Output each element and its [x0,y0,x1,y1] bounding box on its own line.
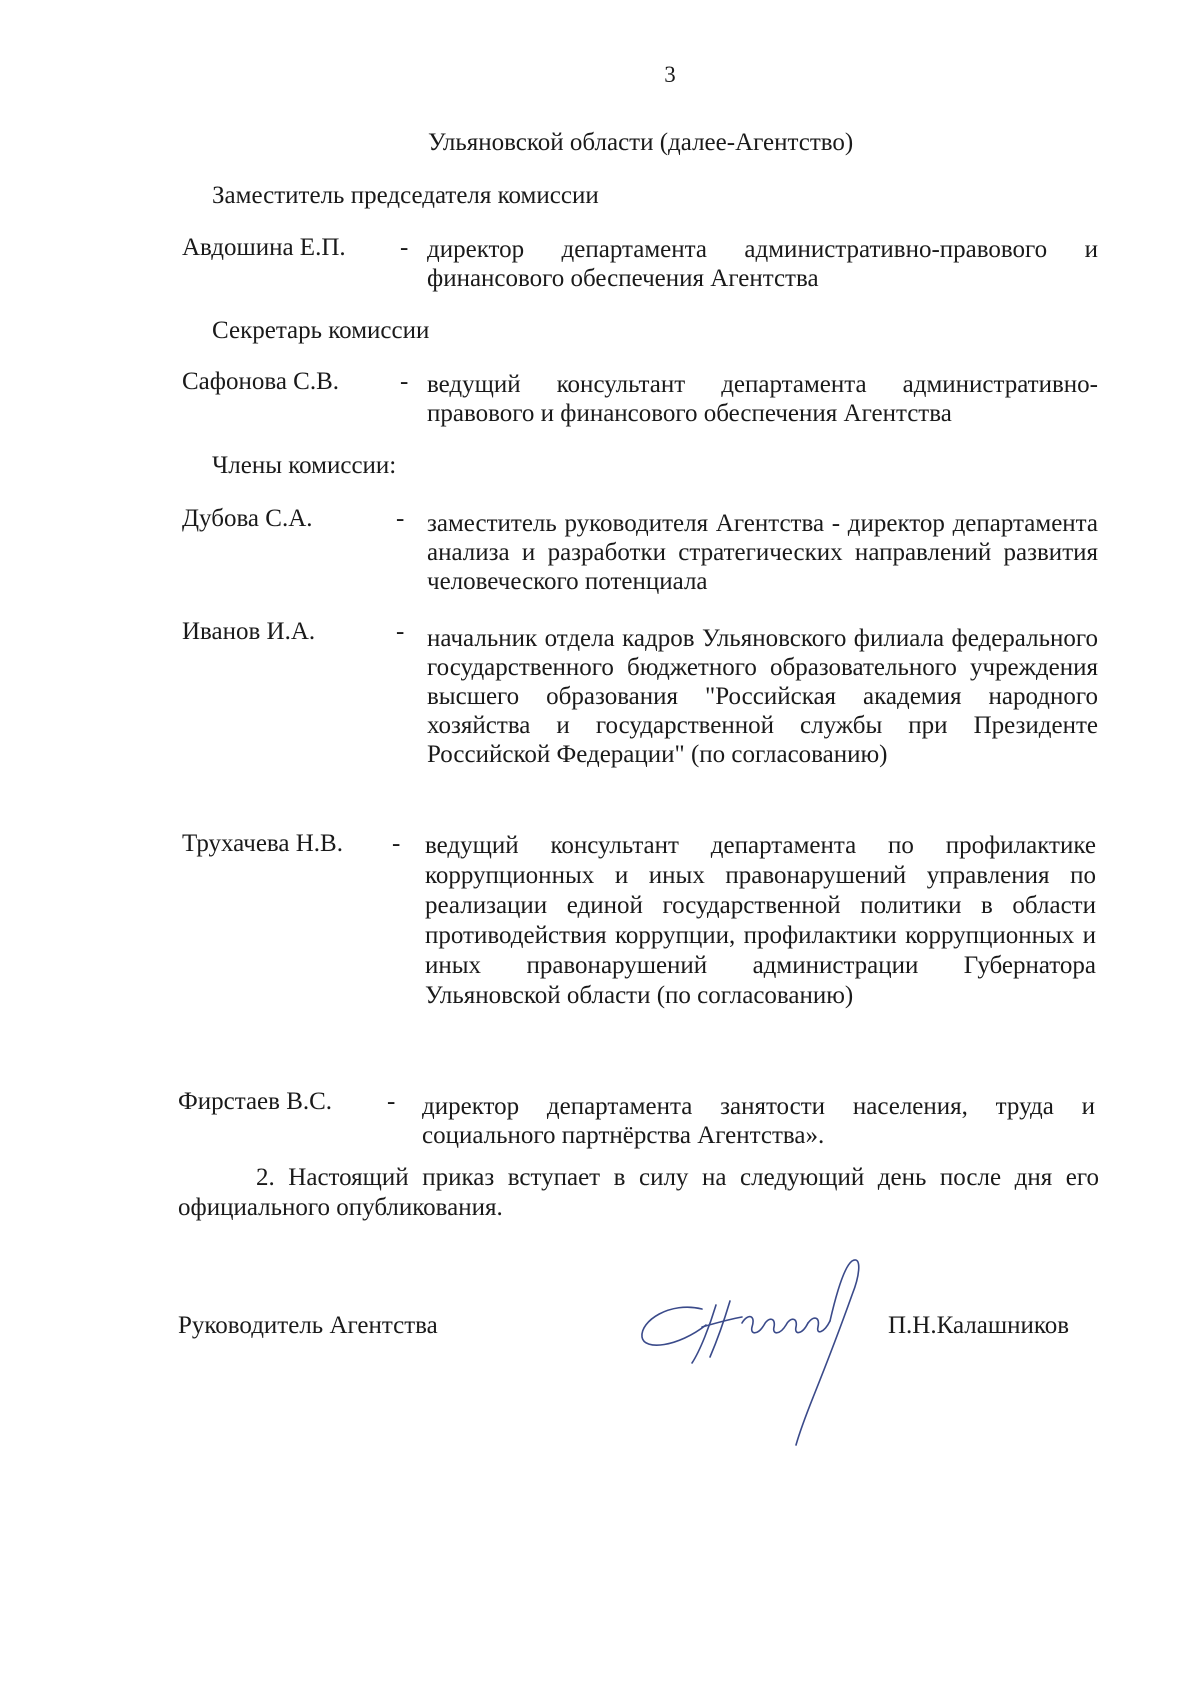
member-description: директор департамента административно-правового и финансового обеспечения Агентства [427,236,1098,292]
signatory-title: Руководитель Агентства [178,1312,438,1339]
member-dash: - [387,1088,396,1115]
handwritten-signature [630,1255,870,1455]
member-name: Иванов И.А. [182,618,316,645]
member-name: Сафонова С.В. [182,368,340,395]
member-description: ведущий консультант департамента по профилактике коррупционных и иных правонарушений управления по реализации единой государственной политики в области противодействия коррупции, профилактики коррупционных и иных правонарушений администрации Губернатора Ульяновской области (по согласованию) [425,832,1096,1009]
paragraph-2: 2. Настоящий приказ вступает в силу на следующий день после дня его официального опубликования. [178,1164,1099,1221]
member-name: Дубова С.А. [182,505,313,532]
role-secretary: Секретарь комиссии [212,317,430,344]
role-members: Члены комиссии: [212,452,397,479]
page-number: 3 [664,62,676,87]
member-description: директор департамента занятости населения, труда и социального партнёрства Агентства». [422,1093,1095,1149]
member-dash: - [400,368,409,395]
signatory-name: П.Н.Калашников [888,1312,1070,1339]
member-description: ведущий консультант департамента административно-правового и финансового обеспечения Агентства [427,371,1098,427]
member-name: Фирстаев В.С. [178,1088,333,1115]
member-name: Трухачева Н.В. [182,830,343,857]
member-dash: - [396,505,405,532]
member-dash: - [396,618,405,645]
continuation-line: Ульяновской области (далее-Агентство) [428,129,854,156]
member-dash: - [400,234,409,261]
member-description: начальник отдела кадров Ульяновского филиала федерального государственного бюджетного образовательного учреждения высшего образования "Российская академия народного хозяйства и государственной службы при Президенте Российской Федерации" (по согласованию) [427,625,1098,768]
role-deputy-chair: Заместитель председателя комиссии [212,182,599,209]
member-name: Авдошина Е.П. [182,234,346,261]
member-description: заместитель руководителя Агентства - директор департамента анализа и разработки стратегических направлений развития человеческого потенциала [427,510,1098,595]
member-dash: - [392,830,401,857]
